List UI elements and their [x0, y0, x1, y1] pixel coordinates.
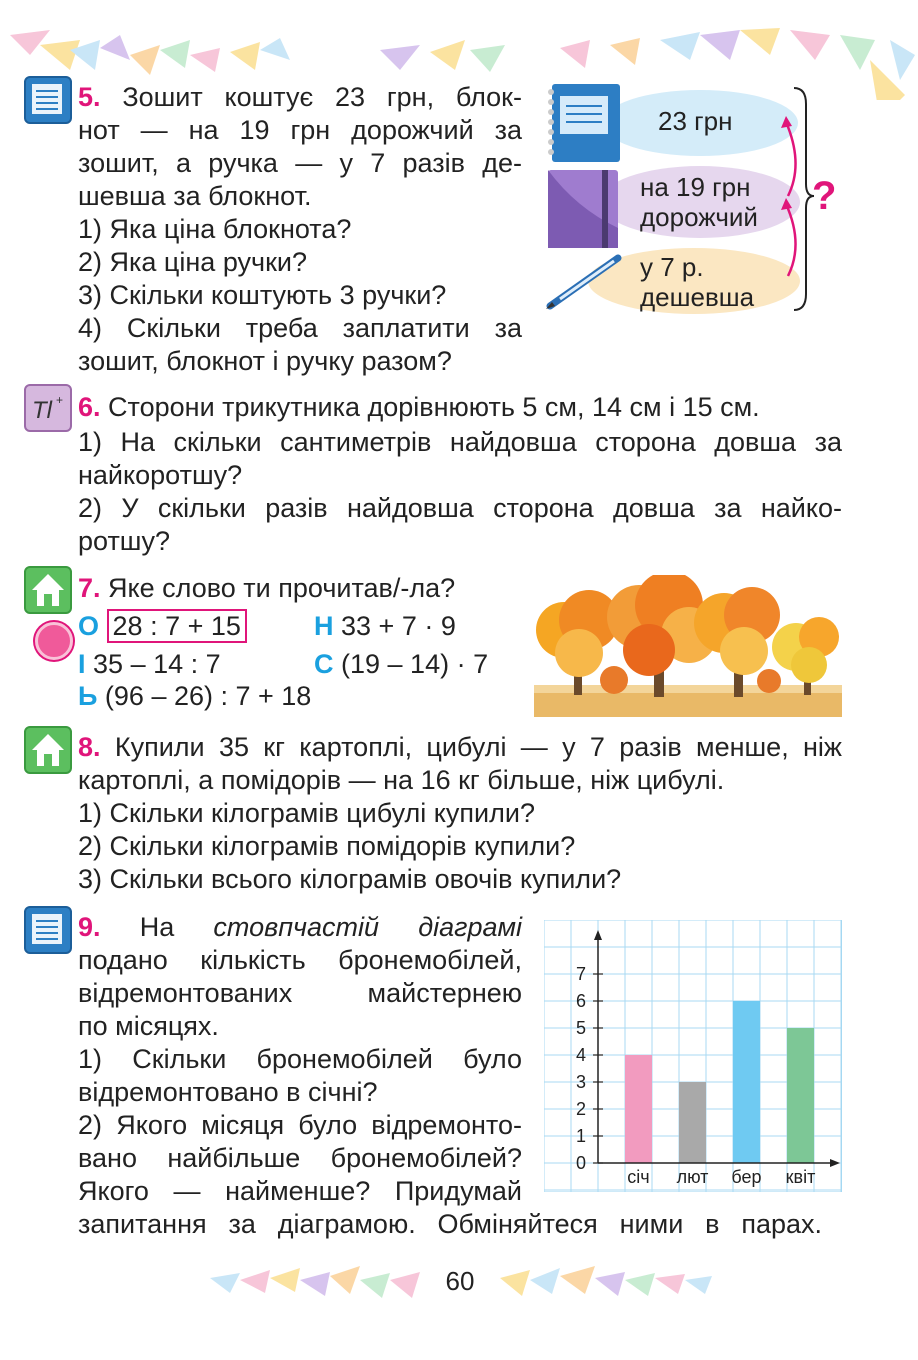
question-mark: ? — [812, 174, 837, 218]
y-tick-label: 2 — [575, 1099, 586, 1119]
svg-text:Tl: Tl — [32, 397, 52, 424]
x-tick-label: бер — [731, 1167, 762, 1187]
geometry-icon — [24, 384, 72, 432]
price-bubble-pen-text: у 7 р. дешевша — [640, 252, 755, 312]
triangle-symbol-icon — [26, 386, 70, 430]
y-tick-label: 4 — [575, 1045, 586, 1065]
task9-text: 9. На стовпчастій діаграмі подано кількість бронемобілей, відремонтованих майстернею по місяцях. 1) Скільки бронемобілей було відремонтовано в січні? 2) Якого місяця було відремонто- вано найбільше бронемобілей? Якого — найменше? Придумай — [78, 912, 522, 1206]
x-tick-label: квіт — [785, 1167, 816, 1187]
task7-item-o: О 28 : 7 + 15 — [78, 610, 247, 643]
house-icon — [26, 728, 70, 772]
price-bubble-sketchbook-text: на 19 грн дорожчий — [640, 172, 758, 232]
task7-title: 7. Яке слово ти прочитав/-ла? — [78, 573, 456, 603]
home-task-icon — [24, 566, 72, 614]
house-icon — [26, 568, 70, 612]
y-tick-label: 6 — [575, 991, 586, 1011]
task7-item-n: Н 33 + 7 · 9 — [314, 611, 456, 641]
task8-number: 8. — [78, 732, 101, 762]
page-number: 60 — [445, 1266, 475, 1296]
task7-number: 7. — [78, 573, 101, 603]
price-bubble-notebook-text: 23 грн — [658, 106, 733, 136]
autumn-trees-image — [534, 575, 842, 717]
y-tick-label: 1 — [575, 1126, 586, 1146]
notebook-icon-2 — [24, 906, 72, 954]
bar-лют — [679, 1082, 706, 1163]
bar-квіт — [787, 1028, 814, 1163]
bar-chart — [544, 920, 842, 1192]
y-tick-label: 3 — [575, 1072, 586, 1092]
task6-number: 6. — [78, 392, 101, 422]
x-tick-label: січ — [627, 1167, 650, 1187]
task7-item-i: І 35 – 14 : 7 — [78, 649, 221, 679]
task7-item-s: С (19 – 14) · 7 — [314, 649, 489, 679]
pen-image — [544, 252, 624, 310]
svg-text:+: + — [56, 393, 64, 407]
home-task-icon-2 — [24, 726, 72, 774]
hint-circle-icon — [35, 622, 73, 660]
task9-number: 9. — [78, 912, 101, 942]
y-tick-label: 0 — [575, 1153, 586, 1173]
task9-last-line: запитання за діаграмою. Обміняйтеся ними в парах. — [78, 1209, 822, 1239]
bar-січ — [625, 1055, 652, 1163]
task8-text: 8. Купили 35 кг картоплі, цибулі — у 7 разів менше, ніж картоплі, а помідорів — на 16 кг більше, ніж цибулі. 1) Скільки кілограмів цибулі купили? 2) Скільки кілограмів помідорів купили? 3) Скільки всього кілограмів овочів купили? — [78, 732, 842, 894]
task6-text: 6. Сторони трикутника дорівнюють 5 см, 14 см і 15 см. 1) На скільки сантиметрів найдовша сторона довша за найкоротшу? 2) У скільки разів найдовша сторона довша за найко- ротшу? — [78, 392, 842, 556]
y-tick-label: 5 — [575, 1018, 586, 1038]
task5-text: 5. Зошит коштує 23 грн, блок- нот — на 19 грн дорожчий за зошит, а ручка — у 7 разів де- шевша за блокнот. 1) Яка ціна блокнота? 2) Яка ціна ручки? 3) Скільки коштують 3 ручки? 4) Скільки треба заплатити за зошит, блокнот і ручку разом? — [78, 82, 522, 376]
sketchbook-image — [546, 168, 622, 250]
highlighted-expression: 28 : 7 + 15 — [107, 609, 247, 643]
x-tick-label: лют — [676, 1167, 709, 1187]
y-tick-label: 7 — [575, 964, 586, 984]
task5-number: 5. — [78, 82, 101, 112]
task7-item-soft: Ь (96 – 26) : 7 + 18 — [78, 681, 312, 711]
notebook-icon — [24, 76, 72, 124]
notebook-image — [546, 82, 622, 164]
bar-бер — [733, 1001, 760, 1163]
